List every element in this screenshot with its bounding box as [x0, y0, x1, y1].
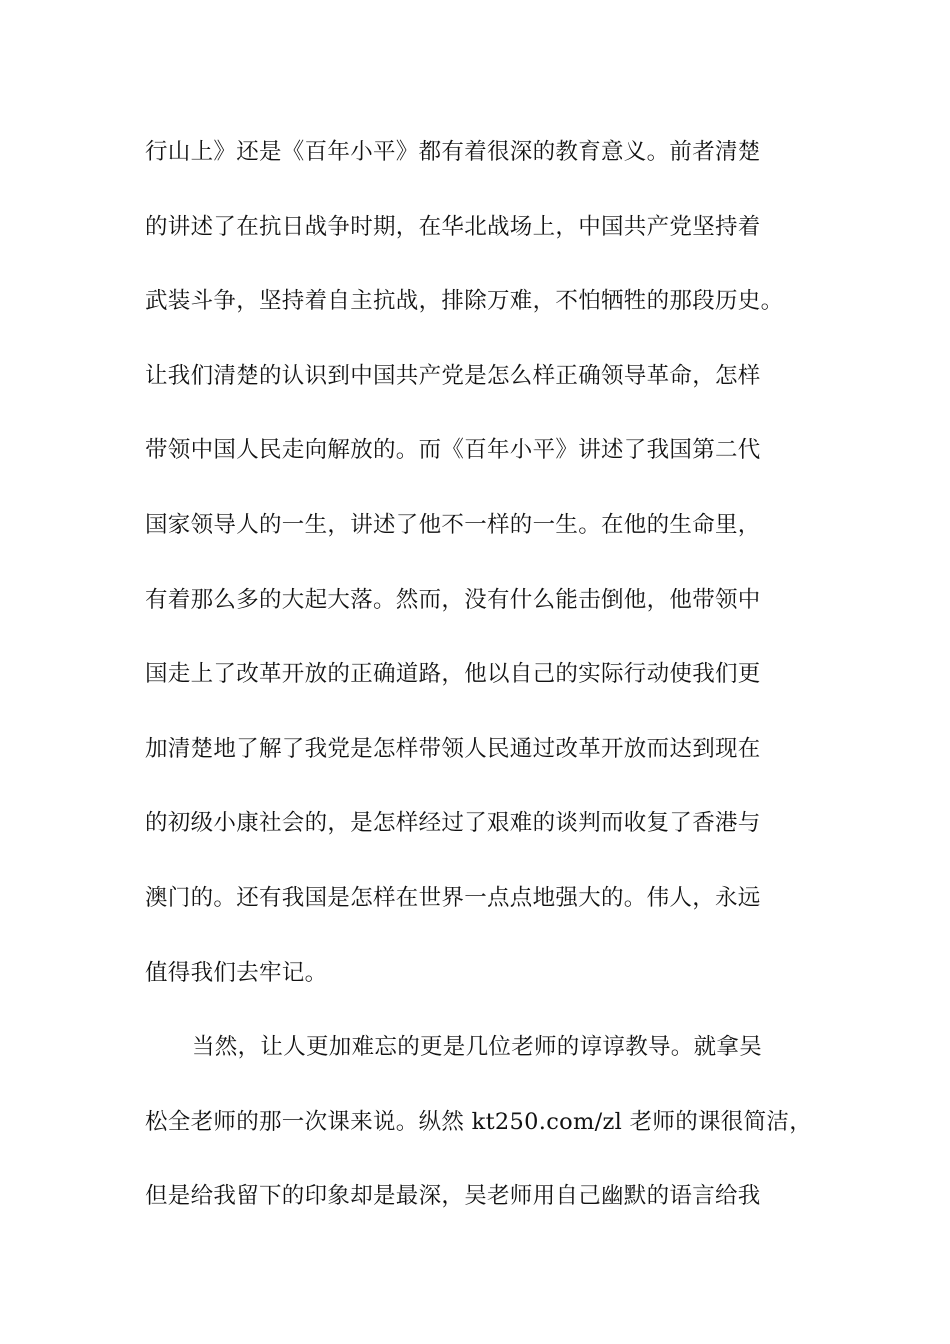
- text-line: 的讲述了在抗日战争时期，在华北战场上，中国共产党坚持着: [145, 213, 761, 240]
- text-line: 让我们清楚的认识到中国共产党是怎么样正确领导革命，怎样: [145, 362, 761, 389]
- text-line: 带领中国人民走向解放的。而《百年小平》讲述了我国第二代: [145, 437, 761, 464]
- text-line: 行山上》还是《百年小平》都有着很深的教育意义。前者清楚: [145, 139, 761, 165]
- paragraph-start-line: 当然，让人更加难忘的更是几位老师的谆谆教导。就拿吴: [192, 1034, 763, 1061]
- text-line: 值得我们去牢记。: [145, 959, 328, 986]
- body-text: [145, 130, 825, 1249]
- text-line: 加清楚地了解了我党是怎样带领人民通过改革开放而达到现在: [145, 735, 761, 762]
- text-line: 松全老师的那一次课来说。纵然 kt250.com/zl 老师的课很简洁，: [145, 1108, 812, 1135]
- text-line: 国走上了改革开放的正确道路，他以自己的实际行动使我们更: [145, 661, 761, 688]
- text-line: 国家领导人的一生，讲述了他不一样的一生。在他的生命里，: [145, 511, 761, 538]
- text-line: 的初级小康社会的，是怎样经过了艰难的谈判而收复了香港与: [145, 810, 761, 837]
- text-line: 澳门的。还有我国是怎样在世界一点点地强大的。伟人，永远: [145, 884, 761, 911]
- text-line: 有着那么多的大起大落。然而，没有什么能击倒他，他带领中: [145, 586, 761, 613]
- text-line: 但是给我留下的印象却是最深，吴老师用自己幽默的语言给我: [145, 1183, 761, 1210]
- text-line: 武装斗争，坚持着自主抗战，排除万难，不怕牺牲的那段历史。: [145, 288, 784, 315]
